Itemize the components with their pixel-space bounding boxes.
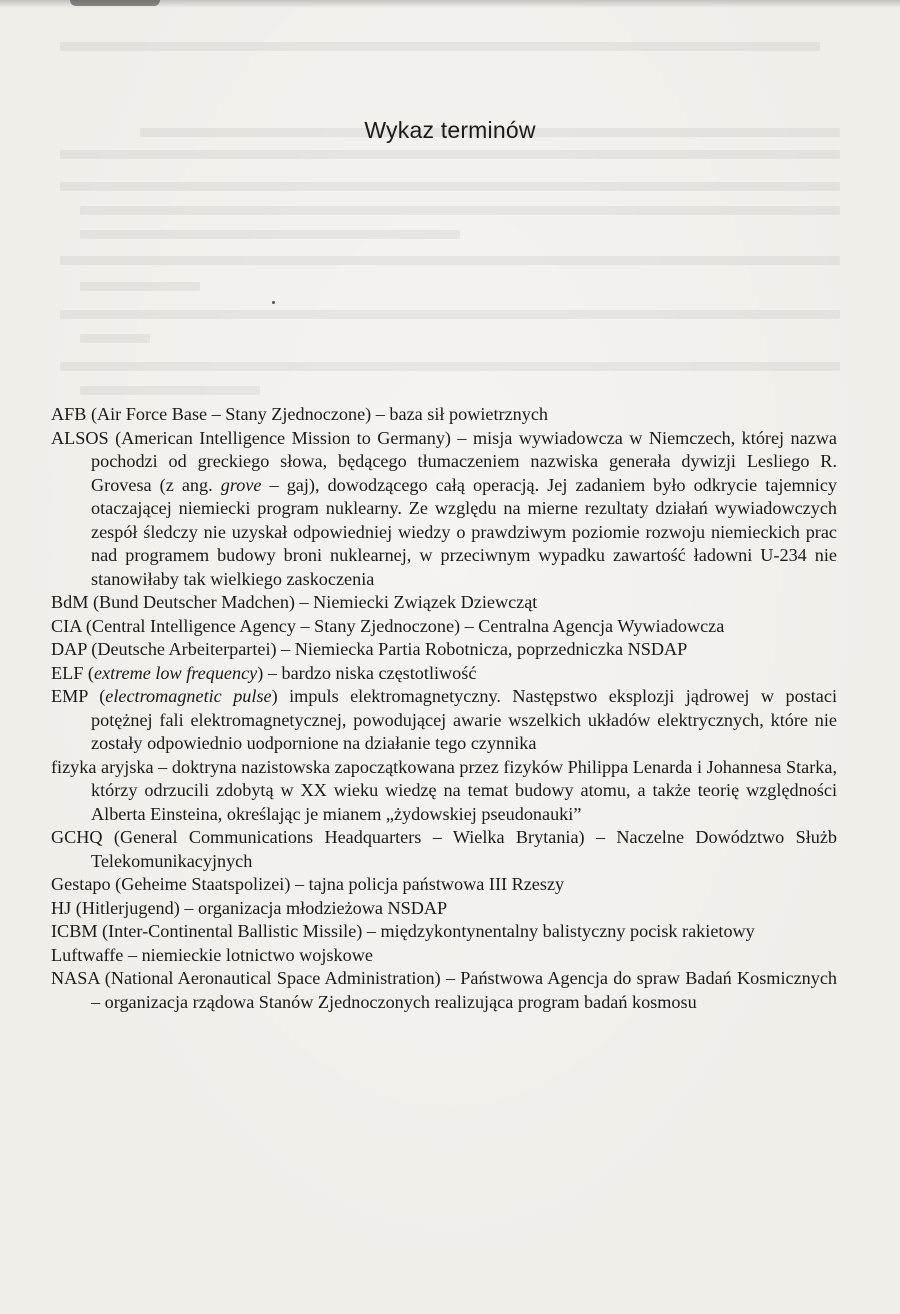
glossary-definition: – doktryna nazistowska zapoczątkowana przez fizyków Philippa Lenarda i Johannesa Starka, którzy odrzucili zdobytą w XX wieku wiedzę na temat budowy atomu, a także teorię względności Alberta Einsteina, określając je mianem „żydowskiej pseudonauki” [91, 756, 838, 824]
glossary-term: AFB [51, 404, 87, 424]
glossary-definition-italic: grove [220, 474, 262, 495]
glossary-definition: (General Communications Headquarters – Wielka Brytania) – Naczelne Dowództwo Służb Telekomunikacyjnych [91, 827, 838, 871]
glossary-definition: (Inter-Continental Ballistic Missile) – międzykontynentalny balistyczny pocisk rakietowy [102, 921, 755, 941]
glossary-definition: (American Intelligence Mission to Germany) – misja wywiadowcza w Niemczech, której nazwa pochodzi od greckiego słowa, będącego tłumaczeniem nazwiska generała dywizji Lesliego R. Grovesa (z ang. [91, 427, 837, 495]
glossary-entry-luftwaffe [51, 944, 837, 968]
glossary-definition: (Bund Deutscher Madchen) – Niemiecki Związek Dziewcząt [92, 592, 538, 612]
glossary-definition: (Hitlerjugend) – organizacja młodzieżowa NSDAP [75, 897, 448, 918]
glossary-term: CIA [51, 615, 82, 636]
glossary-definition: (Deutsche Arbeiterpartei) – Niemiecka Partia Robotnicza, poprzedniczka NSDAP [91, 639, 688, 659]
glossary-definition: – niemieckie lotnictwo wojskowe [123, 944, 373, 965]
glossary-term: Gestapo [51, 874, 111, 894]
glossary-term: HJ [51, 897, 72, 918]
glossary-term: ELF [51, 662, 84, 683]
glossary-definition-continued: ) – bardzo niska częstotliwość [257, 662, 477, 683]
glossary-term: ALSOS [51, 427, 109, 448]
glossary-term: BdM [51, 592, 89, 612]
glossary-entry-icbm [51, 920, 837, 944]
speck-mark [272, 301, 275, 304]
glossary-entry-cia [51, 615, 837, 639]
page-top-smudge [70, 0, 160, 6]
glossary-term: fizyka aryjska [51, 756, 154, 777]
glossary-entry-nasa [51, 967, 837, 1014]
glossary-definition-italic: extreme low frequency [93, 662, 258, 683]
page-title: Wykaz terminów [364, 117, 536, 143]
glossary-definition-italic: electromagnetic pulse [105, 686, 272, 706]
glossary-definition-continued: ) impuls elektromagnetyczny. Następstwo eksplozji jądrowej w postaci potężnej fali elektromagnetycznej, powodującej awarie wszelkich układów elektrycznych, które nie zostały odpowiednio uodpornione na działanie tego czynnika [91, 686, 838, 753]
glossary-entry-bdm [51, 591, 837, 615]
glossary-definition: ( [87, 662, 94, 683]
glossary-definition: (Geheime Staatspolizei) – tajna policja państwowa III Rzeszy [115, 874, 565, 894]
glossary-entry-afb [51, 403, 837, 427]
glossary-entry-hj [51, 897, 837, 921]
glossary-term: ICBM [51, 921, 98, 941]
glossary-definition: (Central Intelligence Agency – Stany Zjednoczone) – Centralna Agencja Wywiadowcza [85, 615, 725, 636]
glossary-term: DAP [51, 639, 87, 659]
glossary-entry-elf [51, 662, 837, 686]
glossary-entry-fizyka-aryjska [51, 756, 837, 827]
glossary-definition: ( [99, 686, 106, 706]
glossary-entry-dap [51, 638, 837, 662]
glossary-entry-gestapo [51, 873, 837, 897]
glossary-definition-continued: – gaj), dowodzącego całą operacją. Jej zadaniem było odkrycie tajemnicy otaczającej niemiecki program nuklearny. Ze względu na mierne rezultaty działań wywiadowczych zespół śledczy nie uzyskał odpowiedniej wiedzy o prawdziwym poziomie rozwoju niemieckich prac nad programem budowy broni nuklearnej, w przeciwnym wypadku zawartość ładowni U-234 nie stanowiłaby tak wielkiego zaskoczenia [91, 474, 837, 589]
glossary-entry-emp [51, 685, 837, 756]
glossary-term: NASA [51, 968, 100, 988]
glossary-list [51, 403, 837, 1014]
glossary-definition: (National Aeronautical Space Administration) – Państwowa Agencja do spraw Badań Kosmicznych – organizacja rządowa Stanów Zjednoczonych realizująca program badań kosmosu [91, 968, 838, 1012]
glossary-definition: (Air Force Base – Stany Zjednoczone) – baza sił powietrznych [90, 404, 548, 424]
glossary-entry-gchq [51, 826, 837, 873]
glossary-entry-alsos [51, 427, 837, 592]
glossary-term: EMP [51, 686, 88, 706]
glossary-term: Luftwaffe [51, 944, 124, 965]
glossary-term: GCHQ [51, 827, 103, 847]
